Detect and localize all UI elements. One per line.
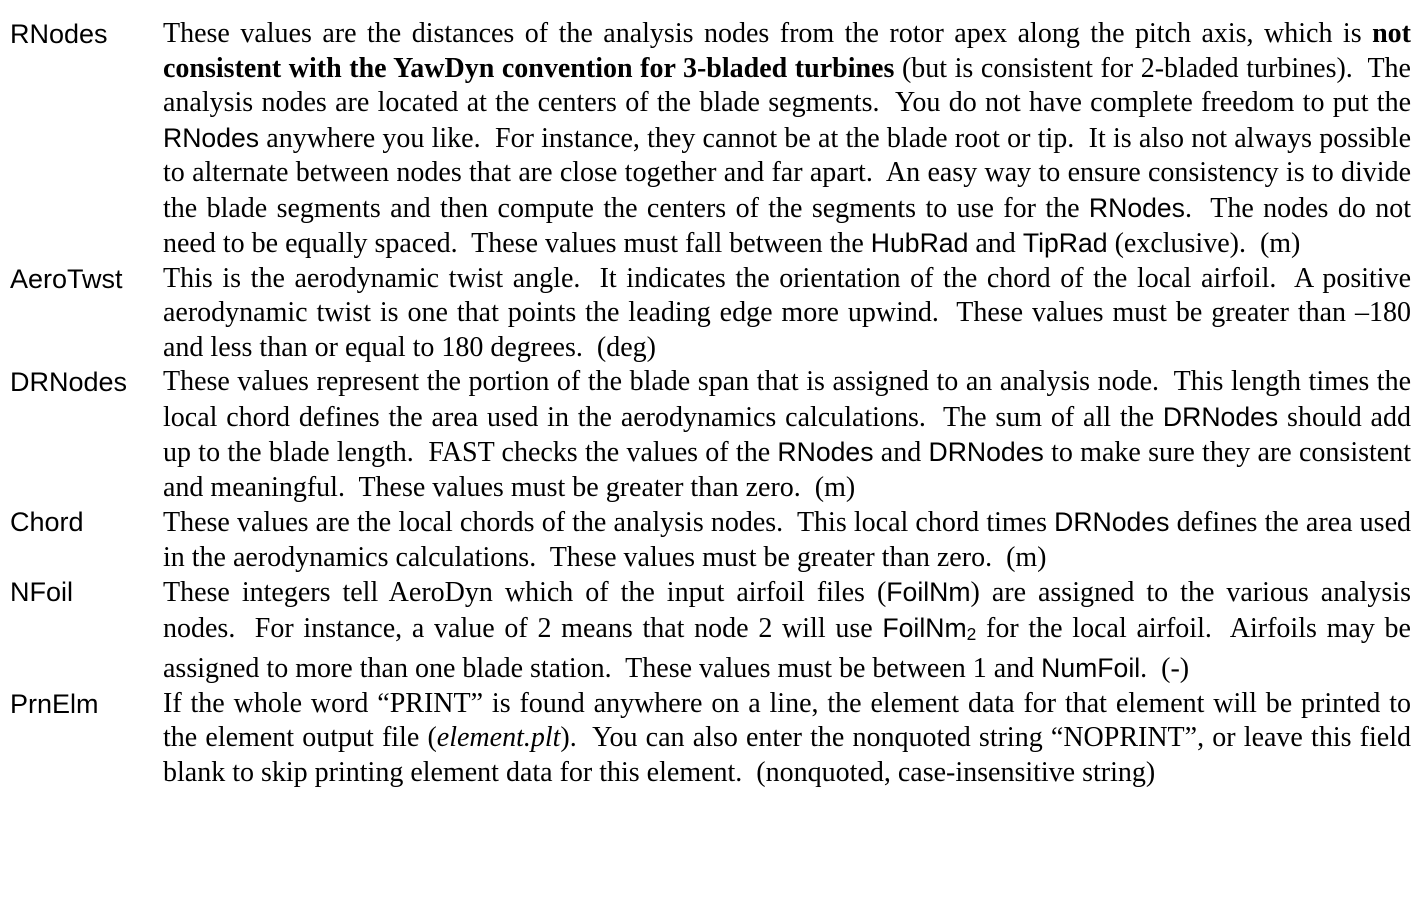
term-description <box>163 262 1411 366</box>
text-segment-codesub: 2 <box>966 623 977 644</box>
term-label: DRNodes <box>10 367 128 397</box>
term-description <box>163 365 1411 505</box>
term-label: RNodes <box>10 19 108 49</box>
text-segment-code: DRNodes <box>928 437 1044 467</box>
term-description <box>163 575 1411 687</box>
text-segment-normal: to make sure they are consistent and meaningful. These values must be greater than zero. (m) <box>163 437 1411 503</box>
text-segment-code: FoilNm <box>882 612 967 643</box>
text-segment-bold: not consistent with the YawDyn convention for 3-bladed turbines <box>163 18 1411 84</box>
term-label: Chord <box>10 507 84 537</box>
text-segment-code: DRNodes <box>1054 507 1170 537</box>
text-segment-normal: (exclusive). (m) <box>1107 228 1301 259</box>
text-segment-normal: defines the area used in the aerodynamics calculations. These values must be greater than zero. (m) <box>163 507 1412 573</box>
term-description <box>163 17 1411 262</box>
text-segment-normal: (but is consistent for 2-bladed turbines). The analysis nodes are located at the centers of the blade segments. You do not have complete freedom to put the <box>163 52 1411 118</box>
text-segment-code: RNodes <box>163 122 260 153</box>
text-segment-normal: and <box>873 437 929 468</box>
text-segment-code: HubRad <box>870 228 969 258</box>
definition-entry <box>10 365 1411 505</box>
text-segment-normal: . The nodes do not need to be equally spaced. These values must fall between the <box>163 192 1411 259</box>
text-segment-normal: and <box>968 228 1023 259</box>
text-segment-normal: This is the aerodynamic twist angle. It indicates the orientation of the chord of the local airfoil. A positive aerodynamic twist is one that points the leading edge more upwind. These values must be greater than –180 and less than or equal to 180 degrees. (deg) <box>163 262 1411 363</box>
text-segment-code: NumFoil <box>1041 653 1141 684</box>
term-label: AeroTwst <box>10 263 123 294</box>
text-segment-normal: for the local airfoil. Airfoils may be assigned to more than one blade station. These values must be between 1 and <box>163 612 1411 685</box>
text-segment-normal: These values are the distances of the analysis nodes from the rotor apex along the pitch axis, which is <box>163 18 1373 49</box>
text-segment-normal: These values represent the portion of the blade span that is assigned to an analysis node. This length times the local chord defines the area used in the aerodynamics calculations. The sum of all the <box>163 366 1411 433</box>
text-segment-normal: ) are assigned to the various analysis nodes. For instance, a value of 2 means that node 2 will use <box>163 577 1411 644</box>
text-segment-italic: element.plt <box>436 722 561 754</box>
text-segment-normal: If the whole word “PRINT” is found anywhere on a line, the element data for that element will be printed to the element output file ( <box>163 687 1411 754</box>
definition-entry <box>10 575 1411 687</box>
definition-list <box>10 17 1411 790</box>
text-segment-code: FoilNm <box>886 577 971 607</box>
definition-entry <box>10 687 1411 791</box>
text-segment-code: TipRad <box>1022 228 1108 258</box>
text-segment-code: RNodes <box>777 437 874 467</box>
text-segment-normal: anywhere you like. For instance, they cannot be at the blade root or tip. It is also not always possible to alternate between nodes that are close together and far apart. An easy way to ensure consistency is to divide the blade segments and then compute the centers of the segments to use for the <box>163 122 1411 224</box>
definition-entry <box>10 262 1411 366</box>
text-segment-normal: These values are the local chords of the analysis nodes. This local chord times <box>163 507 1055 538</box>
definition-entry <box>10 505 1411 575</box>
term-description <box>163 687 1411 791</box>
text-segment-normal: . (-) <box>1140 653 1190 685</box>
term-label: NFoil <box>10 577 74 607</box>
text-segment-code: DRNodes <box>1162 401 1279 432</box>
text-segment-normal: ). You can also enter the nonquoted string “NOPRINT”, or leave this field blank to skip printing element data for this element. (nonquoted, case-insensitive string) <box>163 722 1411 788</box>
term-description <box>163 505 1411 575</box>
term-label: PrnElm <box>10 688 99 719</box>
text-segment-normal: should add up to the blade length. FAST checks the values of the <box>163 401 1411 468</box>
text-segment-code: RNodes <box>1088 192 1185 223</box>
definition-entry <box>10 17 1411 262</box>
text-segment-normal: These integers tell AeroDyn which of the input airfoil files ( <box>163 577 887 608</box>
